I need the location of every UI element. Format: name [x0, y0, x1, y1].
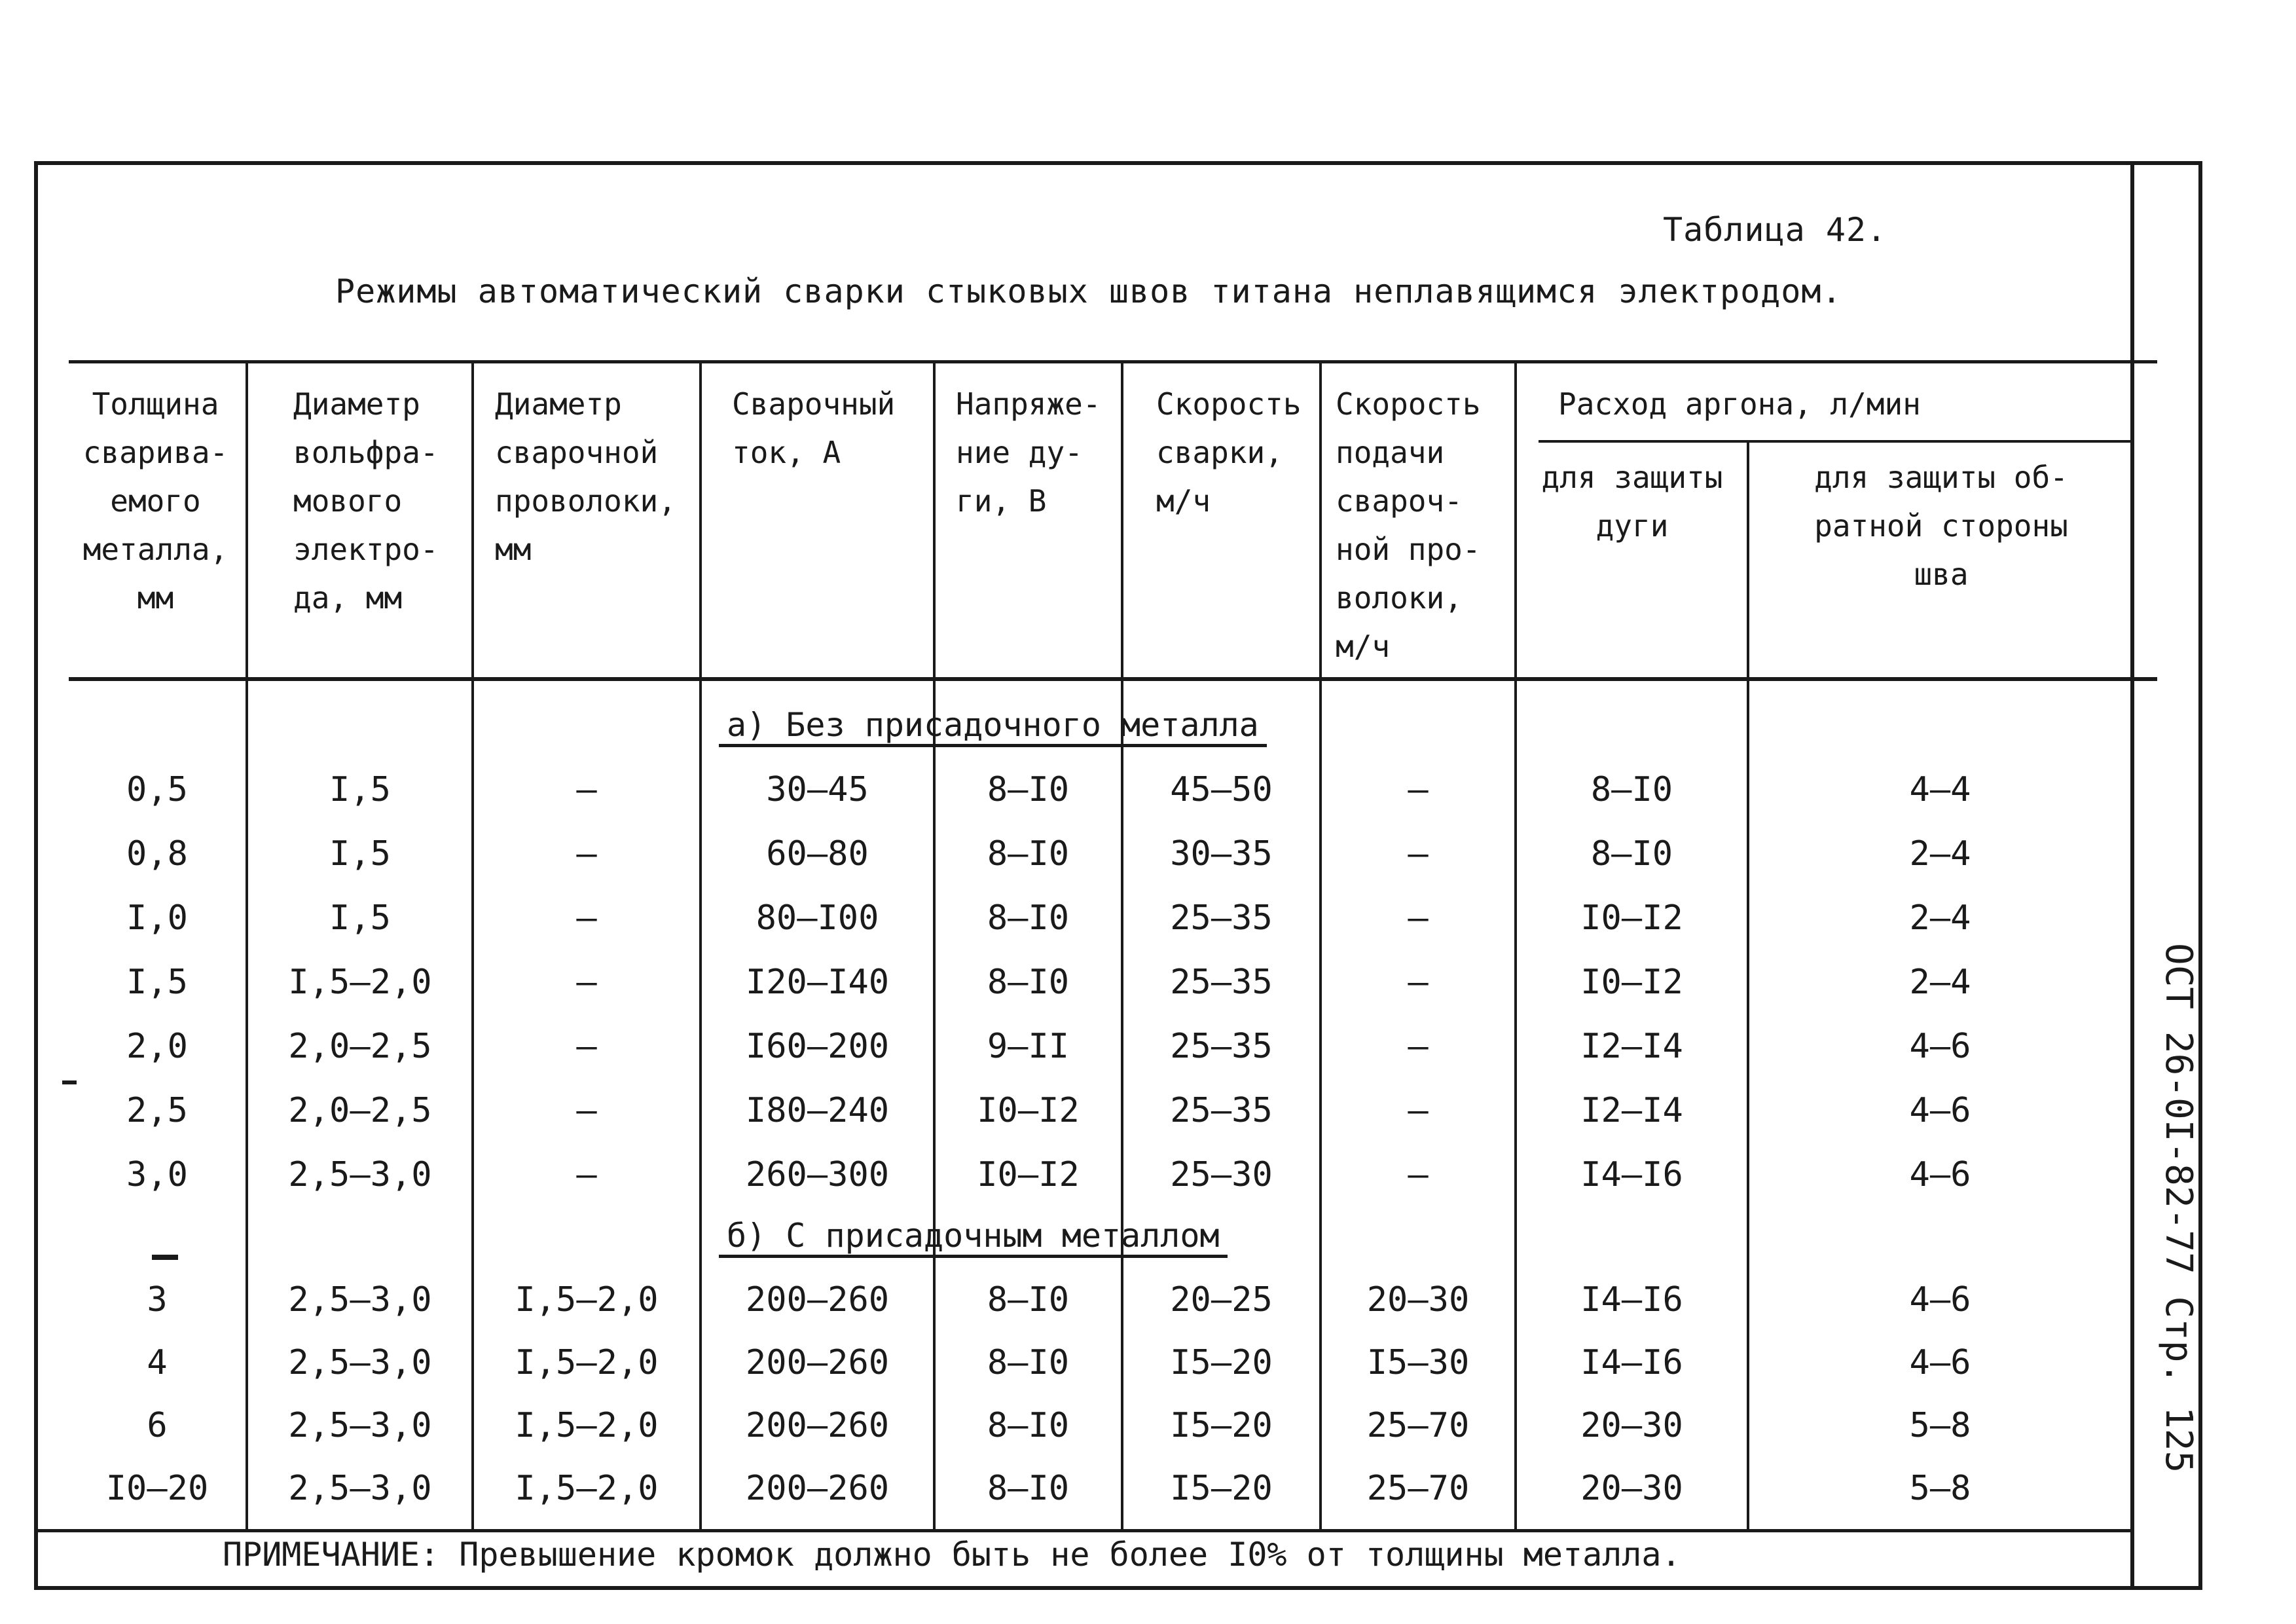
table-cell-speed: 30–35: [1170, 834, 1273, 874]
table-cell-tungsten-diameter: I,5: [329, 898, 391, 938]
table-cell-voltage: I0–I2: [977, 1155, 1080, 1194]
header-back-side-protection: для защиты об- ратной стороны шва: [1814, 460, 2068, 592]
section-title-with-filler: б) С присадочным металлом: [719, 1217, 1228, 1258]
table-cell-wire-diameter: I,5–2,0: [515, 1343, 659, 1382]
table-cell-wire-diameter: –: [576, 898, 597, 938]
argon-subheader-rule: [1539, 440, 2131, 443]
table-cell-voltage: 8–I0: [987, 1406, 1070, 1445]
table-cell-speed: 25–35: [1170, 1091, 1273, 1130]
header-argon-consumption: Расход аргона, л/мин: [1558, 386, 1921, 422]
table-cell-argon-arc: I0–I2: [1580, 898, 1683, 938]
header-wire-diameter: Диаметр сварочной проволоки, мм: [495, 386, 676, 567]
table-cell-argon-arc: I2–I4: [1580, 1027, 1683, 1066]
table-cell-wire-diameter: –: [576, 1027, 597, 1066]
table-cell-feed-speed: –: [1408, 770, 1429, 809]
header-wire-feed-speed: Скорость подачи свароч- ной про- волоки, м/ч: [1336, 386, 1481, 664]
header-tungsten-diameter: Диаметр вольфра- мового электро- да, мм: [293, 386, 439, 616]
table-cell-argon-back: 4–6: [1909, 1091, 1971, 1130]
table-cell-speed: 45–50: [1170, 770, 1273, 809]
table-cell-thickness: I,0: [126, 898, 188, 938]
table-cell-feed-speed: –: [1408, 834, 1429, 874]
table-cell-thickness: I,5: [126, 963, 188, 1002]
table-cell-tungsten-diameter: 2,5–3,0: [288, 1280, 432, 1320]
header-welding-current: Сварочный ток, А: [732, 386, 896, 470]
table-cell-argon-back: 4–6: [1909, 1343, 1971, 1382]
table-cell-voltage: 8–I0: [987, 770, 1070, 809]
bottom-rule: [34, 1529, 2130, 1532]
section-title-without-filler: а) Без присадочного металла: [719, 706, 1267, 747]
scan-mark: [62, 1080, 77, 1084]
table-cell-wire-diameter: I,5–2,0: [515, 1280, 659, 1320]
table-cell-wire-diameter: –: [576, 1155, 597, 1194]
table-cell-current: 200–260: [745, 1406, 890, 1445]
table-cell-argon-arc: 20–30: [1580, 1406, 1683, 1445]
table-cell-tungsten-diameter: 2,5–3,0: [288, 1469, 432, 1508]
table-cell-argon-back: 4–6: [1909, 1155, 1971, 1194]
table-cell-argon-back: 4–6: [1909, 1027, 1971, 1066]
table-cell-current: 200–260: [745, 1343, 890, 1382]
table-cell-thickness: 6: [147, 1406, 168, 1445]
table-cell-argon-arc: I2–I4: [1580, 1091, 1683, 1130]
table-cell-argon-back: 5–8: [1909, 1406, 1971, 1445]
table-title: Режимы автоматический сварки стыковых швов титана неплавящимся электродом.: [335, 272, 1842, 310]
table-cell-current: 60–80: [766, 834, 869, 874]
table-cell-argon-back: 2–4: [1909, 898, 1971, 938]
table-cell-argon-arc: 8–I0: [1590, 770, 1673, 809]
table-cell-wire-diameter: –: [576, 1091, 597, 1130]
table-cell-thickness: I0–20: [105, 1469, 209, 1508]
header-welding-speed: Скорость сварки, м/ч: [1156, 386, 1302, 519]
table-cell-current: I80–240: [745, 1091, 890, 1130]
table-cell-argon-back: 4–6: [1909, 1280, 1971, 1320]
table-cell-thickness: 2,5: [126, 1091, 188, 1130]
header-arc-protection: для защиты дуги: [1541, 460, 1723, 544]
table-cell-voltage: 8–I0: [987, 1343, 1070, 1382]
scan-mark: [152, 1255, 178, 1260]
table-cell-wire-diameter: I,5–2,0: [515, 1469, 659, 1508]
table-cell-thickness: 4: [147, 1343, 168, 1382]
table-cell-argon-back: 2–4: [1909, 963, 1971, 1002]
table-cell-tungsten-diameter: I,5: [329, 834, 391, 874]
table-cell-tungsten-diameter: I,5: [329, 770, 391, 809]
table-cell-argon-arc: 8–I0: [1590, 834, 1673, 874]
table-cell-argon-arc: 20–30: [1580, 1469, 1683, 1508]
table-note: ПРИМЕЧАНИЕ: Превышение кромок должно быть не более I0% от толщины металла.: [223, 1536, 1681, 1574]
table-cell-speed: I5–20: [1170, 1406, 1273, 1445]
table-cell-speed: 25–35: [1170, 963, 1273, 1002]
table-cell-voltage: 8–I0: [987, 834, 1070, 874]
table-cell-argon-back: 5–8: [1909, 1469, 1971, 1508]
table-cell-speed: 20–25: [1170, 1280, 1273, 1320]
table-cell-speed: 25–35: [1170, 898, 1273, 938]
table-cell-feed-speed: 25–70: [1366, 1469, 1470, 1508]
table-cell-wire-diameter: –: [576, 770, 597, 809]
side-page-label: ОСТ 26-0I-82-77 Стр. 125: [2157, 943, 2200, 1473]
table-cell-voltage: 8–I0: [987, 963, 1070, 1002]
table-cell-argon-back: 4–4: [1909, 770, 1971, 809]
table-cell-current: 80–I00: [756, 898, 879, 938]
table-cell-feed-speed: 20–30: [1366, 1280, 1470, 1320]
table-cell-tungsten-diameter: 2,0–2,5: [288, 1027, 432, 1066]
table-cell-tungsten-diameter: 2,5–3,0: [288, 1406, 432, 1445]
table-cell-feed-speed: –: [1408, 1027, 1429, 1066]
table-cell-thickness: 0,5: [126, 770, 188, 809]
table-cell-wire-diameter: I,5–2,0: [515, 1406, 659, 1445]
table-cell-voltage: 8–I0: [987, 1280, 1070, 1320]
table-cell-voltage: 9–II: [987, 1027, 1070, 1066]
table-cell-speed: 25–30: [1170, 1155, 1273, 1194]
table-cell-feed-speed: I5–30: [1366, 1343, 1470, 1382]
table-cell-argon-back: 2–4: [1909, 834, 1971, 874]
table-cell-tungsten-diameter: 2,0–2,5: [288, 1091, 432, 1130]
table-cell-tungsten-diameter: I,5–2,0: [288, 963, 432, 1002]
table-cell-current: 200–260: [745, 1280, 890, 1320]
table-cell-voltage: I0–I2: [977, 1091, 1080, 1130]
header-separator: [69, 677, 2157, 681]
table-cell-current: I20–I40: [745, 963, 890, 1002]
table-cell-argon-arc: I4–I6: [1580, 1155, 1683, 1194]
table-number: Таблица 42.: [1663, 211, 1887, 249]
table-cell-thickness: 3,0: [126, 1155, 188, 1194]
table-cell-current: 260–300: [745, 1155, 890, 1194]
table-cell-tungsten-diameter: 2,5–3,0: [288, 1343, 432, 1382]
table-cell-argon-arc: I4–I6: [1580, 1280, 1683, 1320]
header-arc-voltage: Напряже- ние ду- ги, В: [956, 386, 1101, 519]
table-cell-feed-speed: –: [1408, 1155, 1429, 1194]
table-cell-current: 200–260: [745, 1469, 890, 1508]
table-cell-thickness: 2,0: [126, 1027, 188, 1066]
table-cell-feed-speed: –: [1408, 898, 1429, 938]
header-thickness: Толщина сварива- емого металла, мм: [82, 386, 228, 616]
table-cell-speed: I5–20: [1170, 1469, 1273, 1508]
table-cell-wire-diameter: –: [576, 834, 597, 874]
table-cell-feed-speed: –: [1408, 963, 1429, 1002]
table-cell-speed: 25–35: [1170, 1027, 1273, 1066]
table-cell-feed-speed: 25–70: [1366, 1406, 1470, 1445]
table-cell-current: I60–200: [745, 1027, 890, 1066]
table-cell-thickness: 0,8: [126, 834, 188, 874]
table-cell-voltage: 8–I0: [987, 898, 1070, 938]
column-divider: [246, 360, 248, 1529]
table-cell-argon-arc: I0–I2: [1580, 963, 1683, 1002]
table-cell-feed-speed: –: [1408, 1091, 1429, 1130]
table-cell-wire-diameter: –: [576, 963, 597, 1002]
table-cell-voltage: 8–I0: [987, 1469, 1070, 1508]
table-cell-current: 30–45: [766, 770, 869, 809]
table-cell-argon-arc: I4–I6: [1580, 1343, 1683, 1382]
table-cell-tungsten-diameter: 2,5–3,0: [288, 1155, 432, 1194]
table-cell-thickness: 3: [147, 1280, 168, 1320]
table-cell-speed: I5–20: [1170, 1343, 1273, 1382]
